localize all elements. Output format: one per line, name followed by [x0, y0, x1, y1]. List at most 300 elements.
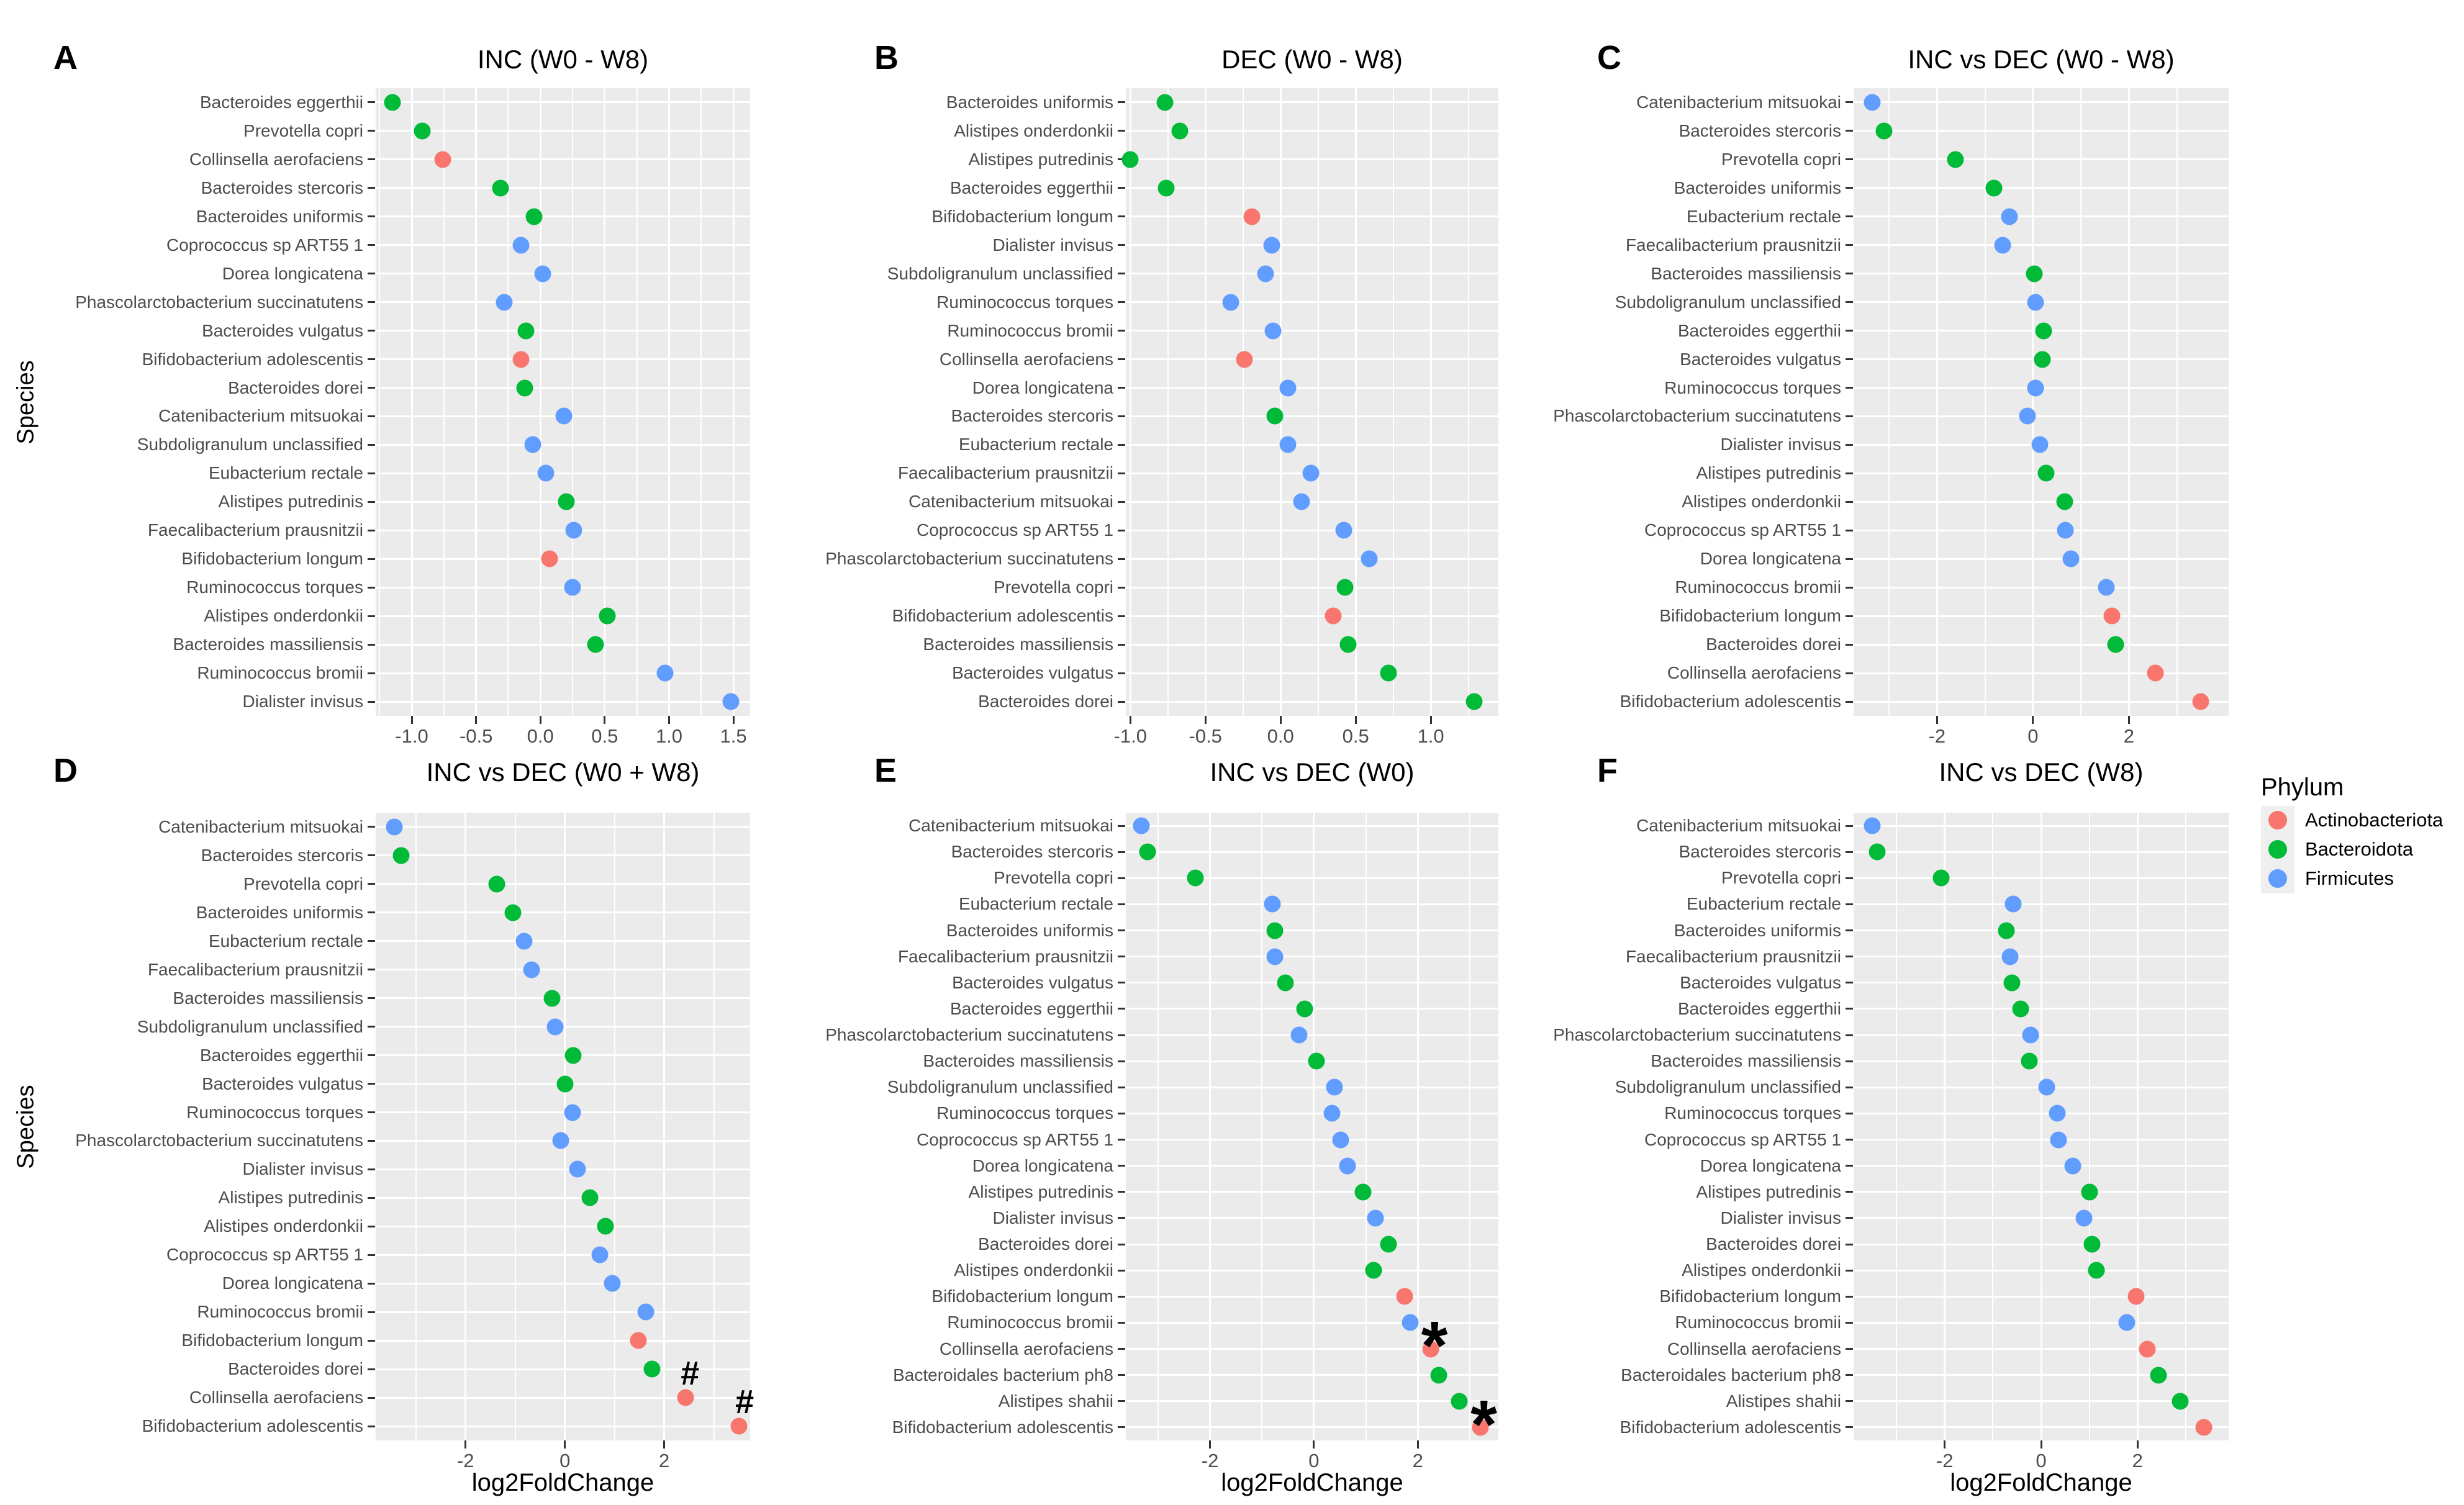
gridline-major — [540, 88, 541, 716]
species-label: Alistipes onderdonkii — [954, 1260, 1113, 1280]
y-axis-tick — [1118, 501, 1125, 503]
gridline-row — [1126, 415, 1498, 417]
species-label: Dorea longicatena — [972, 1155, 1113, 1175]
y-axis-tick — [1846, 929, 1853, 931]
y-axis-tick — [1118, 301, 1125, 303]
gridline-row — [1854, 1426, 2229, 1428]
data-point — [2050, 1131, 2067, 1148]
y-axis-tick — [1846, 825, 1853, 827]
species-label: Alistipes shahii — [1726, 1391, 1841, 1411]
species-label: Faecalibacterium prausnitzii — [897, 463, 1113, 483]
data-point — [392, 847, 409, 864]
y-axis-tick — [368, 854, 375, 856]
gridline-row — [376, 1054, 750, 1056]
species-label: Alistipes putredinis — [1696, 1182, 1841, 1201]
data-point — [1236, 351, 1253, 368]
species-label: Alistipes onderdonkii — [1682, 492, 1841, 512]
species-label: Bifidobacterium adolescentis — [1619, 1417, 1841, 1437]
data-point — [1156, 94, 1173, 111]
y-axis-tick — [1846, 1244, 1853, 1245]
x-tick-label: 0.5 — [591, 725, 618, 747]
x-tick-label: 0.0 — [527, 725, 554, 747]
y-axis-tick — [1118, 1296, 1125, 1298]
species-label: Dorea longicatena — [972, 377, 1113, 397]
data-point — [2038, 1079, 2055, 1096]
gridline-major — [1430, 88, 1432, 716]
species-label: Dialister invisus — [242, 1159, 363, 1179]
species-label: Bacteroides uniformis — [946, 920, 1113, 940]
data-point — [1133, 818, 1150, 834]
y-axis-tick — [368, 1026, 375, 1028]
data-point — [2098, 579, 2115, 596]
x-axis-tick — [1944, 1440, 1945, 1449]
species-label: Dialister invisus — [1720, 1208, 1841, 1227]
species-label: Ruminococcus torques — [186, 1102, 363, 1122]
y-axis-tick — [1118, 1113, 1125, 1114]
data-point — [1257, 265, 1274, 282]
y-axis-tick — [1846, 501, 1853, 503]
y-axis-tick — [368, 1168, 375, 1170]
x-axis-tick — [1355, 716, 1357, 724]
gridline-row — [1126, 956, 1498, 957]
y-axis-tick — [368, 615, 375, 617]
data-point — [489, 875, 505, 892]
species-label: Dialister invisus — [992, 1208, 1113, 1227]
gridline-row — [376, 301, 750, 303]
x-axis-tick — [464, 1440, 466, 1449]
panel-c-plot-area — [1854, 88, 2229, 716]
species-label: Bacteroides uniformis — [1674, 920, 1841, 940]
y-axis-tick — [1118, 929, 1125, 931]
gridline-row — [376, 1426, 750, 1427]
species-label: Bacteroides stercoris — [201, 178, 363, 197]
y-axis-tick — [368, 1111, 375, 1113]
data-point — [1998, 922, 2015, 939]
data-point — [523, 961, 540, 978]
data-point — [524, 436, 541, 453]
y-axis-tick — [368, 387, 375, 389]
x-tick-label: 0 — [559, 1450, 571, 1471]
legend-label: Actinobacteriota — [2305, 809, 2444, 831]
gridline-row — [1126, 615, 1498, 617]
gridline-row — [1126, 1244, 1498, 1245]
species-label: Eubacterium rectale — [208, 463, 363, 483]
gridline-row — [1854, 530, 2229, 531]
gridline-row — [1126, 1191, 1498, 1193]
data-point — [1876, 122, 1893, 139]
species-label: Bacteroides stercoris — [951, 406, 1113, 426]
x-tick-label: 1.5 — [720, 725, 747, 747]
species-label: Bifidobacterium adolescentis — [142, 349, 363, 369]
x-axis-tick — [475, 716, 477, 724]
y-axis-tick — [1846, 330, 1853, 332]
gridline-row — [1126, 501, 1498, 503]
data-point — [1325, 608, 1341, 625]
y-axis-tick — [368, 215, 375, 217]
y-axis-tick — [1118, 1374, 1125, 1376]
data-point — [2049, 1105, 2065, 1122]
data-point — [1864, 94, 1881, 111]
species-label: Alistipes putredinis — [968, 1182, 1113, 1201]
y-axis-tick — [1118, 1426, 1125, 1428]
y-axis-tick — [368, 530, 375, 531]
species-label: Ruminococcus torques — [186, 577, 363, 597]
species-label: Ruminococcus bromii — [947, 1313, 1113, 1332]
gridline-row — [1854, 501, 2229, 503]
y-axis-tick — [1118, 1165, 1125, 1167]
species-label: Bacteroides dorei — [978, 692, 1113, 712]
panel-d-plot-area — [376, 813, 750, 1440]
y-axis-tick — [368, 472, 375, 474]
gridline-row — [376, 969, 750, 970]
data-point — [384, 94, 401, 111]
species-label: Bifidobacterium adolescentis — [1619, 692, 1841, 712]
species-label: Bacteroides dorei — [228, 377, 363, 397]
gridline-row — [1854, 851, 2229, 853]
legend-title: Phylum — [2261, 774, 2344, 801]
y-axis-tick — [1846, 956, 1853, 957]
data-point — [2127, 1288, 2144, 1305]
gridline-row — [1126, 558, 1498, 560]
panel-e-title: INC vs DEC (W0) — [1210, 757, 1415, 787]
species-label: Subdoligranulum unclassified — [137, 435, 363, 454]
gridline-row — [1854, 187, 2229, 189]
gridline-row — [1854, 1374, 2229, 1376]
species-label: Bacteroidales bacterium ph8 — [893, 1365, 1113, 1385]
gridline-row — [376, 358, 750, 360]
species-label: Bacteroides vulgatus — [952, 663, 1113, 683]
x-tick-label: 0.5 — [1342, 725, 1369, 747]
gridline-major — [1130, 88, 1131, 716]
y-axis-tick — [1846, 358, 1853, 360]
gridline-row — [1854, 877, 2229, 879]
gridline-major — [2040, 813, 2042, 1440]
data-point — [597, 1218, 614, 1235]
gridline-minor — [379, 88, 380, 716]
data-point — [2088, 1262, 2104, 1279]
y-axis-tick — [1846, 1270, 1853, 1272]
species-label: Bacteroides uniformis — [946, 92, 1113, 112]
gridline-major — [1944, 813, 1945, 1440]
species-label: Bacteroides vulgatus — [1680, 972, 1841, 992]
y-axis-tick — [368, 158, 375, 160]
species-label: Phascolarctobacterium succinatutens — [75, 1131, 363, 1150]
gridline-minor — [713, 813, 715, 1440]
y-axis-tick — [1846, 1374, 1853, 1376]
y-axis-tick — [368, 558, 375, 560]
y-axis-tick — [1846, 1165, 1853, 1167]
y-axis-tick — [1846, 415, 1853, 417]
data-point — [1402, 1314, 1418, 1331]
data-point — [2019, 408, 2036, 425]
gridline-major — [1936, 88, 1938, 716]
gridline-row — [1126, 1139, 1498, 1141]
x-axis-tick — [2032, 716, 2034, 724]
gridline-row — [1126, 273, 1498, 274]
species-label: Bacteroides uniformis — [196, 902, 363, 922]
data-point — [564, 579, 581, 596]
gridline-row — [1854, 1034, 2229, 1036]
y-axis-tick — [368, 273, 375, 274]
y-axis-tick — [1118, 982, 1125, 983]
gridline-row — [376, 530, 750, 531]
panel-a-title: INC (W0 - W8) — [477, 45, 649, 74]
gridline-minor — [1318, 88, 1319, 716]
y-axis-tick — [1118, 825, 1125, 827]
x-tick-label: 1.0 — [1417, 725, 1444, 747]
species-label: Alistipes onderdonkii — [954, 120, 1113, 140]
x-tick-label: 0.0 — [1267, 725, 1294, 747]
gridline-major — [733, 88, 735, 716]
x-axis-tick — [2128, 716, 2130, 724]
species-label: Dialister invisus — [242, 692, 363, 712]
species-label: Faecalibacterium prausnitzii — [897, 946, 1113, 966]
y-axis-tick — [1118, 1087, 1125, 1088]
data-point — [1367, 1209, 1384, 1226]
y-axis-tick — [1118, 273, 1125, 274]
gridline-row — [376, 187, 750, 189]
data-point — [535, 265, 551, 282]
y-axis-tick — [1118, 1191, 1125, 1193]
y-axis-tick — [1846, 301, 1853, 303]
gridline-minor — [2185, 813, 2186, 1440]
gridline-major — [1313, 813, 1315, 1440]
species-label: Faecalibacterium prausnitzii — [147, 520, 363, 540]
legend-label: Firmicutes — [2305, 867, 2394, 889]
gridline-row — [1126, 1400, 1498, 1402]
gridline-row — [376, 854, 750, 856]
y-axis-tick — [1118, 215, 1125, 217]
species-label: Coprococcus sp ART55 1 — [166, 1245, 363, 1265]
y-axis-tick — [368, 644, 375, 646]
gridline-row — [1126, 215, 1498, 217]
y-axis-tick — [1846, 530, 1853, 531]
x-tick-label: -2 — [1928, 725, 1946, 747]
species-label: Coprococcus sp ART55 1 — [917, 520, 1113, 540]
species-label: Faecalibacterium prausnitzii — [147, 959, 363, 979]
gridline-row — [1126, 644, 1498, 646]
data-point — [504, 904, 521, 921]
species-label: Dorea longicatena — [1700, 549, 1841, 569]
data-point — [2172, 1393, 2189, 1409]
gridline-row — [376, 273, 750, 274]
y-axis-tick — [1846, 1008, 1853, 1010]
data-point — [2035, 322, 2052, 339]
y-axis-tick — [1846, 215, 1853, 217]
gridline-row — [1126, 1034, 1498, 1036]
y-axis-tick — [1846, 903, 1853, 905]
data-point — [434, 151, 451, 168]
species-label: Ruminococcus bromii — [1675, 577, 1841, 597]
gridline-row — [376, 1168, 750, 1170]
gridline-row — [376, 701, 750, 703]
data-point — [414, 122, 430, 139]
species-label: Bifidobacterium longum — [1659, 1286, 1841, 1306]
gridline-row — [1126, 1165, 1498, 1167]
data-point — [599, 608, 615, 625]
species-label: Coprococcus sp ART55 1 — [1644, 1129, 1841, 1149]
species-label: Eubacterium rectale — [208, 931, 363, 951]
gridline-minor — [1393, 88, 1394, 716]
y-axis-tick — [1846, 1400, 1853, 1402]
species-label: Bifidobacterium adolescentis — [892, 1417, 1113, 1437]
data-point — [543, 990, 560, 1006]
species-label: Bifidobacterium longum — [181, 1331, 363, 1350]
data-point — [556, 1075, 573, 1092]
gridline-row — [1854, 982, 2229, 983]
species-label: Bacteroides vulgatus — [202, 320, 363, 340]
y-axis-tick — [1846, 444, 1853, 446]
y-axis-tick — [368, 701, 375, 703]
y-axis-tick — [1118, 444, 1125, 446]
y-axis-tick — [1118, 1322, 1125, 1324]
data-point — [1187, 870, 1204, 887]
data-point — [1172, 122, 1189, 139]
gridline-row — [1854, 701, 2229, 703]
gridline-major — [1209, 813, 1211, 1440]
species-label: Prevotella copri — [994, 577, 1113, 597]
species-label: Phascolarctobacterium succinatutens — [825, 1025, 1113, 1045]
y-axis-tick — [1118, 1217, 1125, 1219]
y-axis-tick — [368, 187, 375, 189]
data-point — [581, 1190, 598, 1206]
data-point — [2027, 294, 2044, 310]
data-point — [2062, 551, 2079, 567]
data-point — [2001, 208, 2018, 225]
species-label: Catenibacterium mitsuokai — [158, 406, 363, 426]
species-label: Bacteroides eggerthii — [199, 92, 363, 112]
x-axis-tick — [1209, 1440, 1211, 1449]
gridline-major — [1280, 88, 1282, 716]
x-tick-label: -2 — [1201, 1450, 1219, 1471]
gridline-minor — [1243, 88, 1244, 716]
y-axis-tick — [368, 358, 375, 360]
gridline-row — [1126, 1270, 1498, 1272]
y-axis-tick — [368, 244, 375, 246]
gridline-minor — [1468, 88, 1469, 716]
y-axis-tick — [1118, 877, 1125, 879]
species-label: Subdoligranulum unclassified — [887, 263, 1113, 283]
data-point — [2026, 265, 2043, 282]
species-label: Bifidobacterium longum — [1659, 606, 1841, 626]
gridline-row — [1854, 587, 2229, 589]
data-point — [1223, 294, 1239, 310]
gridline-row — [1854, 101, 2229, 103]
x-axis-tick — [1313, 1440, 1315, 1449]
y-axis-tick — [1118, 530, 1125, 531]
y-axis-tick — [368, 1368, 375, 1370]
y-axis-tick — [1846, 1113, 1853, 1114]
x-axis-tick — [668, 716, 670, 724]
gridline-row — [376, 1111, 750, 1113]
data-point — [643, 1361, 660, 1378]
species-label: Eubacterium rectale — [1686, 894, 1841, 914]
gridline-row — [376, 387, 750, 389]
gridline-row — [1126, 158, 1498, 160]
data-point — [591, 1247, 608, 1263]
x-tick-label: -2 — [456, 1450, 474, 1471]
species-label: Collinsella aerofaciens — [939, 349, 1113, 369]
data-point — [1337, 579, 1354, 596]
x-axis-title: log2FoldChange — [471, 1469, 654, 1496]
data-point — [1244, 208, 1261, 225]
y-axis-tick — [1846, 672, 1853, 674]
x-axis-tick — [411, 716, 413, 724]
species-label: Collinsella aerofaciens — [1667, 663, 1841, 683]
y-axis-tick — [368, 1054, 375, 1056]
gridline-row — [1854, 1244, 2229, 1245]
y-axis-tick — [1118, 101, 1125, 103]
y-axis-tick — [1846, 982, 1853, 983]
gridline-minor — [2089, 813, 2090, 1440]
species-label: Coprococcus sp ART55 1 — [1644, 520, 1841, 540]
gridline-major — [1355, 88, 1357, 716]
panel-b-plot-area — [1126, 88, 1498, 716]
species-label: Collinsella aerofaciens — [939, 1339, 1113, 1358]
gridline-row — [1126, 701, 1498, 703]
gridline-row — [1126, 982, 1498, 983]
species-label: Prevotella copri — [1721, 149, 1841, 169]
y-axis-tick — [1846, 1087, 1853, 1088]
data-point — [604, 1275, 620, 1292]
gridline-major — [1205, 88, 1207, 716]
y-axis-tick — [1846, 158, 1853, 160]
data-point — [2147, 665, 2163, 682]
x-axis-tick — [2137, 1440, 2139, 1449]
gridline-row — [1126, 187, 1498, 189]
data-point — [1280, 379, 1297, 396]
gridline-row — [1854, 415, 2229, 417]
data-point — [2002, 948, 2019, 965]
data-point — [2013, 1000, 2029, 1017]
y-axis-tick — [1846, 701, 1853, 703]
x-tick-label: 2 — [2132, 1450, 2143, 1471]
gridline-row — [376, 997, 750, 999]
panel-f-title: INC vs DEC (W8) — [1939, 757, 2144, 787]
gridline-row — [1126, 1426, 1498, 1428]
species-label: Ruminococcus torques — [1664, 377, 1841, 397]
gridline-row — [1126, 1087, 1498, 1088]
data-point — [492, 179, 509, 196]
gridline-row — [1854, 558, 2229, 560]
panel-letter-d: D — [53, 752, 78, 789]
species-label: Bacteroides massiliensis — [923, 1051, 1113, 1071]
gridline-row — [1854, 1191, 2229, 1193]
species-label: Ruminococcus bromii — [197, 663, 363, 683]
legend-dot-actinobacteriota-icon — [2268, 811, 2287, 829]
species-label: Bacteroides massiliensis — [173, 988, 363, 1008]
panel-d-title: INC vs DEC (W0 + W8) — [426, 757, 700, 787]
y-axis-tick — [1118, 587, 1125, 589]
data-point — [1264, 896, 1280, 913]
y-axis-tick — [1846, 1426, 1853, 1428]
data-point — [518, 322, 535, 339]
y-axis-tick — [368, 1340, 375, 1342]
x-tick-label: 2 — [2123, 725, 2134, 747]
data-point — [1267, 922, 1284, 939]
species-label: Alistipes putredinis — [218, 492, 363, 512]
gridline-major — [411, 88, 413, 716]
data-point — [517, 379, 533, 396]
data-point — [569, 1161, 586, 1178]
gridline-row — [376, 911, 750, 913]
x-axis-tick — [1205, 716, 1207, 724]
y-axis-tick — [368, 672, 375, 674]
species-label: Bacteroides massiliensis — [923, 635, 1113, 654]
x-tick-label: 2 — [659, 1450, 670, 1471]
legend-dot-bacteroidota-icon — [2268, 840, 2287, 859]
data-point — [496, 294, 513, 310]
